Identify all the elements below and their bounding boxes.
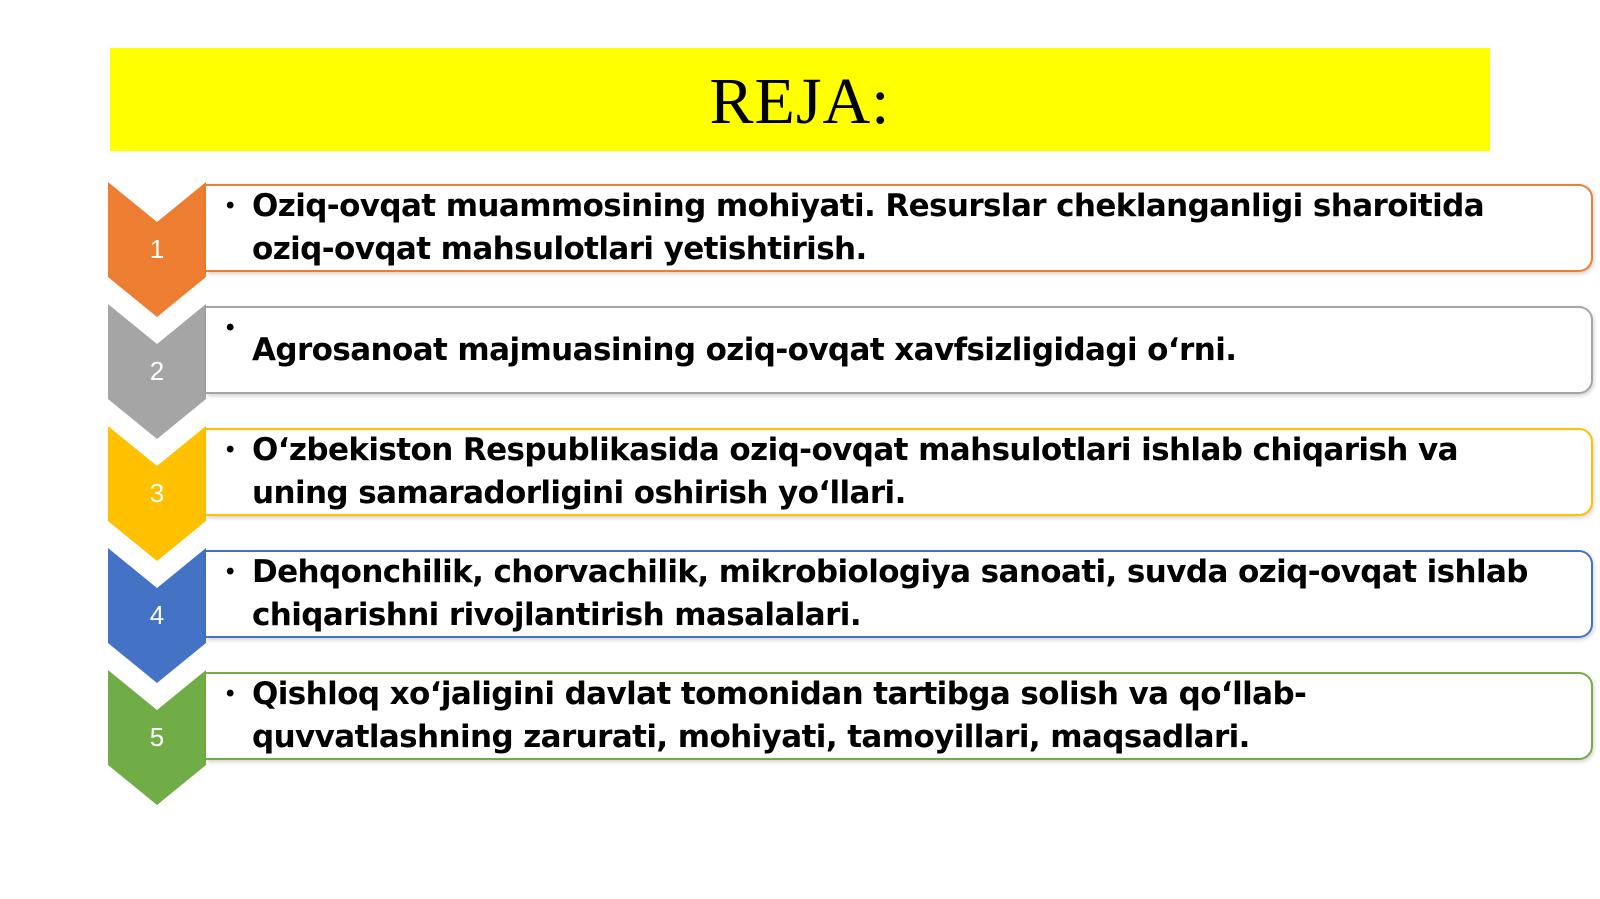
chevron-marker	[108, 548, 206, 688]
item-number: 2	[149, 356, 165, 386]
item-number: 5	[149, 722, 165, 752]
plan-item-text: Dehqonchilik, chorvachilik, mikrobiologiya sanoati, suvda oziq-ovqat ishlab chiqarishni rivojlantirish masalalari.	[252, 554, 1528, 633]
bullet-icon: •	[226, 680, 235, 707]
plan-item-text: Agrosanoat majmuasining oziq-ovqat xavfsizligidagi o‘rni.	[252, 331, 1237, 368]
chevron-marker	[108, 426, 206, 566]
plan-item-text: Qishloq xo‘jaligini davlat tomonidan tartibga solish va qo‘llab-quvvatlashning zarurati, mohiyati, tamoyillari, maqsadlari.	[252, 676, 1307, 755]
plan-card	[206, 184, 1593, 272]
plan-card	[206, 306, 1593, 394]
slide-title: REJA:	[709, 64, 891, 138]
item-number: 1	[149, 234, 165, 264]
plan-item-2	[108, 304, 1493, 444]
bullet-icon: •	[226, 314, 235, 341]
bullet-icon: •	[226, 192, 235, 219]
plan-item-5	[108, 670, 1493, 810]
chevron-marker	[108, 182, 206, 322]
bullet-icon: •	[226, 558, 235, 585]
plan-card	[206, 672, 1593, 760]
title-banner	[110, 48, 1490, 151]
plan-card	[206, 550, 1593, 638]
bullet-icon: •	[226, 436, 235, 463]
item-number: 3	[149, 478, 165, 508]
plan-item-4	[108, 548, 1528, 688]
plan-item-3	[108, 426, 1493, 566]
chevron-marker	[108, 670, 206, 810]
plan-item-text: O‘zbekiston Respublikasida oziq-ovqat mahsulotlari ishlab chiqarish va uning samaradorligini oshirish yo‘llari.	[252, 432, 1458, 511]
plan-card	[206, 428, 1593, 516]
plan-item-text: Oziq-ovqat muammosining mohiyati. Resurslar cheklanganligi sharoitida oziq-ovqat mahsulotlari yetishtirish.	[252, 188, 1485, 267]
item-number: 4	[149, 600, 165, 630]
chevron-marker	[108, 304, 206, 444]
plan-item-1	[108, 182, 1493, 322]
